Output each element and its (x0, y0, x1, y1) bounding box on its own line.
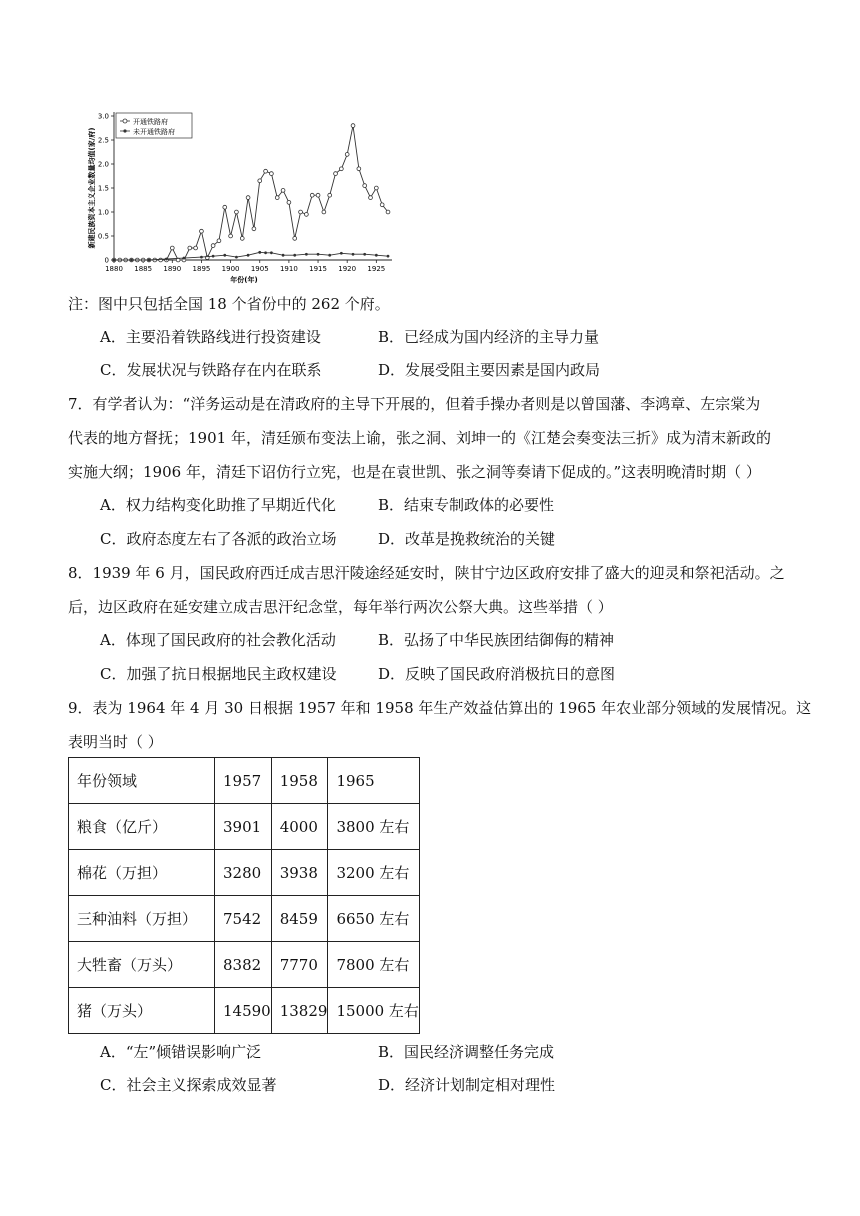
data-point-no-railway (235, 256, 238, 259)
data-point-railway (229, 234, 233, 238)
table-cell: 8382 (215, 942, 272, 988)
x-tick-label: 1915 (309, 265, 327, 273)
data-point-railway (386, 210, 390, 214)
data-point-railway (252, 227, 256, 231)
table-cell: 3200 左右 (328, 850, 420, 896)
series-line-0 (114, 126, 388, 260)
chart-y-ticks (98, 113, 114, 265)
table-cell: 3901 (215, 804, 272, 850)
data-point-no-railway (212, 255, 215, 258)
data-point-no-railway (148, 259, 151, 262)
data-point-no-railway (200, 256, 203, 259)
data-point-railway (159, 258, 163, 262)
chart-legend (116, 113, 192, 138)
data-point-no-railway (113, 259, 116, 262)
x-tick-label: 1895 (192, 265, 211, 273)
data-point-railway (223, 205, 227, 209)
table-cell: 3938 (271, 850, 328, 896)
q8-option-a[interactable]: A．体现了国民政府的社会教化活动 (100, 631, 336, 649)
data-point-railway (351, 124, 355, 128)
y-tick-label: 1.0 (97, 208, 109, 217)
data-point-railway (310, 193, 314, 197)
q9-option-b[interactable]: B．国民经济调整任务完成 (378, 1043, 555, 1061)
data-point-railway (235, 210, 239, 214)
table-cell: 棉花（万担） (69, 850, 215, 896)
data-point-railway (357, 167, 361, 171)
table-cell: 14590 (215, 988, 272, 1034)
table-row (69, 988, 420, 1034)
data-point-no-railway (270, 251, 273, 254)
x-tick-label: 1920 (338, 265, 357, 273)
data-point-railway (316, 193, 320, 197)
data-point-railway (322, 210, 326, 214)
table-row (69, 942, 420, 988)
table-cell: 7800 左右 (328, 942, 420, 988)
data-point-no-railway (183, 257, 186, 260)
data-point-railway (246, 196, 250, 200)
q9-option-a[interactable]: A．“左”倾错误影响广泛 (100, 1043, 262, 1061)
data-point-railway (281, 189, 285, 193)
q8-stem-line-1: 8．1939 年 6 月，国民政府西迁成吉思汗陵途经延安时，陕甘宁边区政府安排了盛大的迎灵和祭祀活动。之 (68, 564, 785, 582)
data-point-railway (270, 172, 274, 176)
q6-option-d[interactable]: D．发展受阻主要因素是国内政局 (378, 361, 601, 379)
legend-entry-railway: 开通铁路府 (133, 118, 168, 126)
data-point-railway (264, 169, 268, 173)
chart-series (112, 124, 390, 262)
data-point-railway (194, 246, 198, 250)
table-cell: 1958 (271, 758, 328, 804)
table-cell: 8459 (271, 896, 328, 942)
table-cell: 15000 左右 (328, 988, 420, 1034)
data-point-no-railway (247, 254, 250, 257)
chart-x-ticks (105, 260, 385, 273)
x-tick-label: 1900 (221, 265, 240, 273)
x-tick-label: 1905 (250, 265, 269, 273)
data-point-railway (380, 203, 384, 207)
data-point-no-railway (293, 254, 296, 257)
q8-stem-line-2: 后，边区政府在延安建立成吉思汗纪念堂，每年举行两次公祭大典。这些举措（ ） (68, 598, 613, 616)
data-point-railway (200, 229, 204, 233)
y-tick-label: 2.5 (97, 136, 109, 145)
q6-option-a[interactable]: A．主要沿着铁路线进行投资建设 (100, 328, 321, 346)
x-tick-label: 1890 (163, 265, 182, 273)
data-point-railway (304, 213, 308, 217)
data-point-railway (258, 179, 262, 183)
table-cell: 三种油料（万担） (69, 896, 215, 942)
data-point-railway (334, 172, 338, 176)
data-point-no-railway (130, 259, 133, 262)
q7-stem-line-2: 代表的地方督抚；1901 年，清廷颁布变法上谕，张之洞、刘坤一的《江楚会奏变法三折》成为清末新政的 (68, 429, 771, 447)
q7-stem-line-1: 7．有学者认为：“洋务运动是在清政府的主导下开展的，但着手操办者则是以曾国藩、李鸿章、左宗棠为 (68, 395, 761, 413)
y-tick-label: 0 (104, 256, 109, 265)
table-header-row (69, 758, 420, 804)
q6-option-c[interactable]: C．发展状况与铁路存在内在联系 (100, 361, 322, 379)
q7-option-c[interactable]: C．政府态度左右了各派的政治立场 (100, 530, 337, 548)
y-tick-label: 2.0 (97, 160, 109, 169)
q7-option-d[interactable]: D．改革是挽救统治的关键 (378, 530, 556, 548)
q8-option-b[interactable]: B．弘扬了中华民族团结御侮的精神 (378, 631, 615, 649)
data-point-railway (339, 167, 343, 171)
x-tick-label: 1925 (367, 265, 386, 273)
table-cell: 4000 (271, 804, 328, 850)
q9-option-d[interactable]: D．经济计划制定相对理性 (378, 1076, 556, 1094)
data-point-railway (328, 193, 332, 197)
legend-marker-filled-dot (123, 129, 126, 132)
table-row (69, 896, 420, 942)
data-point-no-railway (258, 251, 261, 254)
data-point-railway (369, 196, 373, 200)
data-point-railway (363, 184, 367, 188)
data-point-no-railway (328, 254, 331, 257)
data-point-no-railway (317, 253, 320, 256)
q7-option-a[interactable]: A．权力结构变化助推了早期近代化 (100, 496, 336, 514)
data-point-railway (374, 186, 378, 190)
data-point-no-railway (387, 255, 390, 258)
q7-option-b[interactable]: B．结束专制政体的必要性 (378, 496, 555, 514)
agriculture-table (68, 757, 420, 1034)
data-point-no-railway (363, 253, 366, 256)
table-cell: 7770 (271, 942, 328, 988)
data-point-railway (170, 246, 174, 250)
q7-stem-line-3: 实施大纲；1906 年，清廷下诏仿行立宪，也是在袁世凯、张之洞等奏请下促成的。”这表明晚清时期（ ） (68, 463, 761, 481)
q9-stem-line-1: 9．表为 1964 年 4 月 30 日根据 1957 年和 1958 年生产效益估算出的 1965 年农业部分领域的发展情况。这 (68, 699, 812, 717)
table-cell: 7542 (215, 896, 272, 942)
table-row (69, 804, 420, 850)
chart-y-axis-label: 新建民族资本主义企业数量均值(家/府) (88, 127, 96, 249)
data-point-no-railway (352, 253, 355, 256)
q6-option-b[interactable]: B．已经成为国内经济的主导力量 (378, 328, 600, 346)
data-point-railway (188, 246, 192, 250)
table-cell: 猪（万头） (69, 988, 215, 1034)
data-point-no-railway (375, 254, 378, 257)
table-cell: 年份领域 (69, 758, 215, 804)
data-point-railway (345, 153, 349, 157)
data-point-railway (211, 244, 215, 248)
legend-marker-open-circle (123, 119, 127, 123)
table-cell: 3280 (215, 850, 272, 896)
q8-option-d[interactable]: D．反映了国民政府消极抗日的意图 (378, 665, 616, 683)
data-point-no-railway (223, 254, 226, 257)
table-cell: 3800 左右 (328, 804, 420, 850)
x-tick-label: 1910 (279, 265, 298, 273)
x-tick-label: 1880 (105, 265, 123, 273)
table-cell: 粮食（亿斤） (69, 804, 215, 850)
table-row (69, 850, 420, 896)
data-point-railway (293, 237, 297, 241)
y-tick-label: 1.5 (97, 184, 109, 193)
q9-stem-line-2: 表明当时（ ） (68, 733, 163, 751)
enterprise-line-chart (84, 108, 394, 284)
data-point-railway (275, 196, 279, 200)
data-point-railway (287, 201, 291, 205)
x-tick-label: 1885 (134, 265, 153, 273)
data-point-no-railway (282, 254, 285, 257)
legend-entry-no-railway: 未开通铁路府 (133, 128, 175, 136)
y-tick-label: 3.0 (97, 112, 109, 121)
data-point-no-railway (165, 258, 168, 261)
chart-x-axis-label: 年份(年) (230, 276, 258, 284)
data-point-no-railway (305, 253, 308, 256)
data-point-railway (299, 210, 303, 214)
data-point-railway (240, 237, 244, 241)
table-cell: 6650 左右 (328, 896, 420, 942)
table-cell: 大牲畜（万头） (69, 942, 215, 988)
table-cell: 13829 (271, 988, 328, 1034)
table-cell: 1965 (328, 758, 420, 804)
data-point-no-railway (264, 251, 267, 254)
chart-note: 注：图中只包括全国 18 个省份中的 262 个府。 (68, 295, 390, 313)
q8-option-c[interactable]: C．加强了抗日根据地民主政权建设 (100, 665, 337, 683)
data-point-railway (217, 239, 221, 243)
q9-option-c[interactable]: C．社会主义探索成效显著 (100, 1076, 277, 1094)
data-point-no-railway (340, 252, 343, 255)
y-tick-label: 0.5 (97, 232, 109, 241)
table-cell: 1957 (215, 758, 272, 804)
